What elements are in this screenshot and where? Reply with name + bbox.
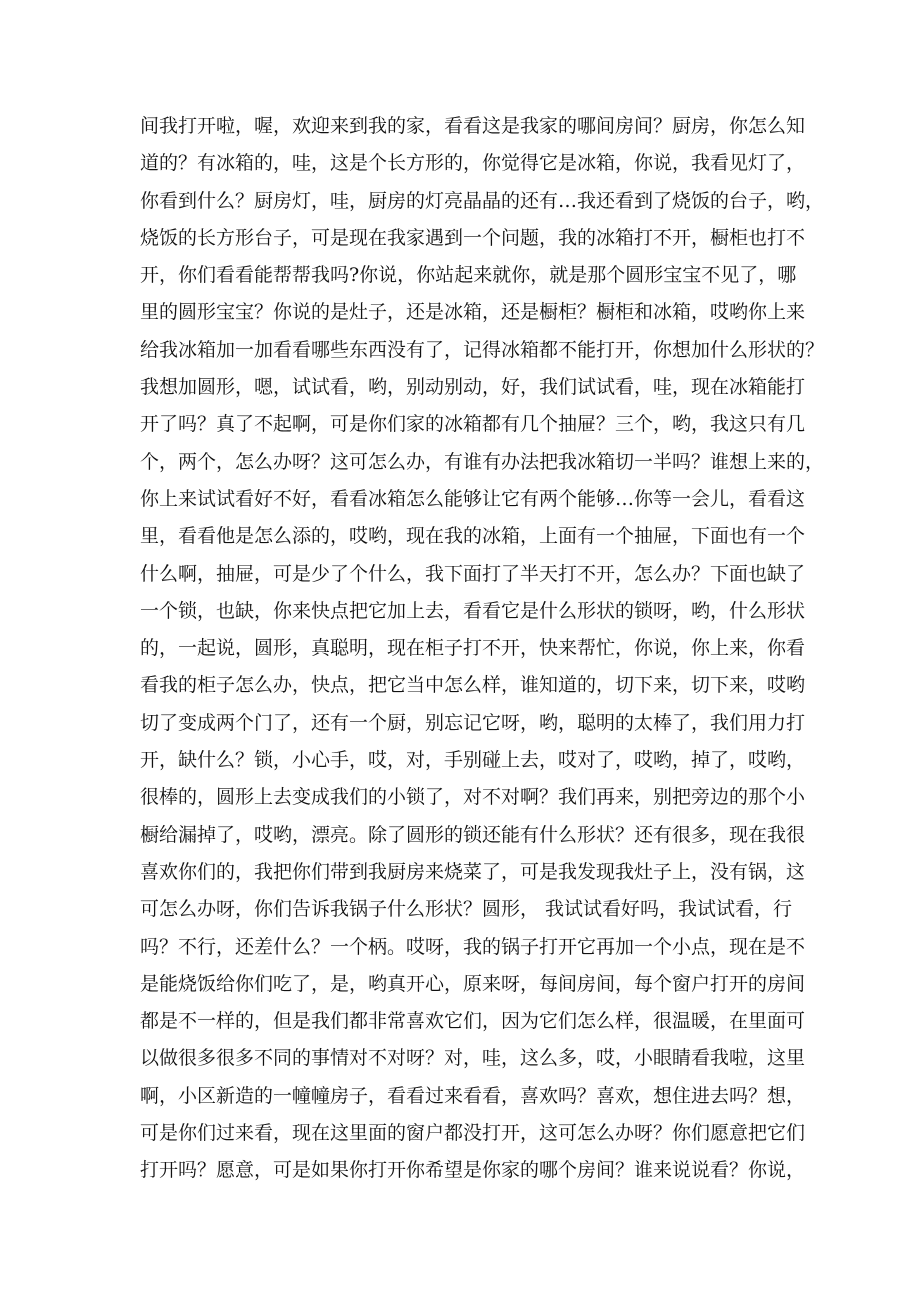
text-line-16: 看我的柜子怎么办，快点，把它当中怎么样，谁知道的，切下来，切下来，哎哟	[140, 674, 806, 697]
text-line-24: 是能烧饭给你们吃了，是，哟真开心，原来呀，每间房间，每个窗户打开的房间	[140, 972, 806, 995]
text-line-28: 可是你们过来看，现在这里面的窗户都没打开，这可怎么办呀？你们愿意把它们	[140, 1122, 806, 1145]
text-line-26: 以做很多很多不同的事情对不对呀？对，哇，这么多，哎，小眼睛看我啦，这里	[140, 1047, 806, 1070]
text-line-8: 我想加圆形，嗯，试试看，哟，别动别动，好，我们试试看，哇，现在冰箱能打	[140, 376, 806, 399]
text-line-4: 烧饭的长方形台子，可是现在我家遇到一个问题，我的冰箱打不开，橱柜也打不	[140, 226, 806, 249]
text-line-1: 间我打开啦，喔，欢迎来到我的家，看看这是我家的哪间房间？厨房，你怎么知	[140, 115, 806, 137]
text-line-22: 可怎么办呀，你们告诉我锅子什么形状？圆形， 我试试看好吗，我试试看，行	[140, 898, 793, 921]
text-line-29: 打开吗？愿意，可是如果你打开你希望是你家的哪个房间？谁来说说看？你说，	[140, 1159, 806, 1182]
text-line-18: 开，缺什么？锁，小心手，哎，对，手别碰上去，哎对了，哎哟，掉了，哎哟，	[140, 749, 806, 772]
text-line-15: 的，一起说，圆形，真聪明，现在柜子打不开，快来帮忙，你说，你上来，你看	[140, 637, 806, 660]
text-line-17: 切了变成两个门了，还有一个厨，别忘记它呀，哟，聪明的太棒了，我们用力打	[140, 711, 806, 734]
text-line-3: 你看到什么？厨房灯，哇，厨房的灯亮晶晶的还有…我还看到了烧饭的台子，哟，	[140, 189, 825, 212]
text-line-7: 给我冰箱加一加看看哪些东西没有了，记得冰箱都不能打开，你想加什么形状的？	[140, 338, 825, 361]
text-line-23: 吗？不行，还差什么？一个柄。哎呀，我的锅子打开它再加一个小点，现在是不	[140, 935, 806, 958]
text-line-6: 里的圆形宝宝？你说的是灶子，还是冰箱，还是橱柜？橱柜和冰箱，哎哟你上来	[140, 301, 806, 324]
text-line-19: 很棒的，圆形上去变成我们的小锁了，对不对啊？我们再来，别把旁边的那个小	[140, 786, 806, 809]
text-line-20: 橱给漏掉了，哎哟，漂亮。除了圆形的锁还能有什么形状？还有很多，现在我很	[140, 823, 806, 846]
text-line-27: 啊，小区新造的一幢幢房子，看看过来看看，喜欢吗？喜欢，想住进去吗？想，	[140, 1084, 806, 1107]
text-line-13: 什么啊，抽屉，可是少了个什么，我下面打了半天打不开，怎么办？下面也缺了	[140, 562, 806, 585]
text-line-9: 开了吗？真了不起啊，可是你们家的冰箱都有几个抽屉？三个，哟，我这只有几	[140, 413, 806, 436]
text-line-10: 个，两个，怎么办呀？这可怎么办，有谁有办法把我冰箱切一半吗？谁想上来的，	[140, 450, 825, 473]
text-line-21: 喜欢你们的，我把你们带到我厨房来烧菜了，可是我发现我灶子上，没有锅，这	[140, 860, 806, 883]
transcript-text	[140, 108, 825, 1190]
text-line-5: 开，你们看看能帮帮我吗?你说，你站起来就你，就是那个圆形宝宝不见了，哪	[140, 264, 797, 287]
text-line-12: 里，看看他是怎么添的，哎哟，现在我的冰箱，上面有一个抽屉，下面也有一个	[140, 525, 806, 548]
text-line-2: 道的？有冰箱的，哇，这是个长方形的，你觉得它是冰箱，你说，我看见灯了，	[140, 152, 806, 175]
text-line-25: 都是不一样的，但是我们都非常喜欢它们，因为它们怎么样，很温暖，在里面可	[140, 1010, 806, 1033]
text-line-11: 你上来试试看好不好，看看冰箱怎么能够让它有两个能够…你等一会儿，看看这	[140, 487, 806, 510]
text-line-14: 一个锁，也缺，你来快点把它加上去，看看它是什么形状的锁呀，哟，什么形状	[140, 599, 806, 622]
